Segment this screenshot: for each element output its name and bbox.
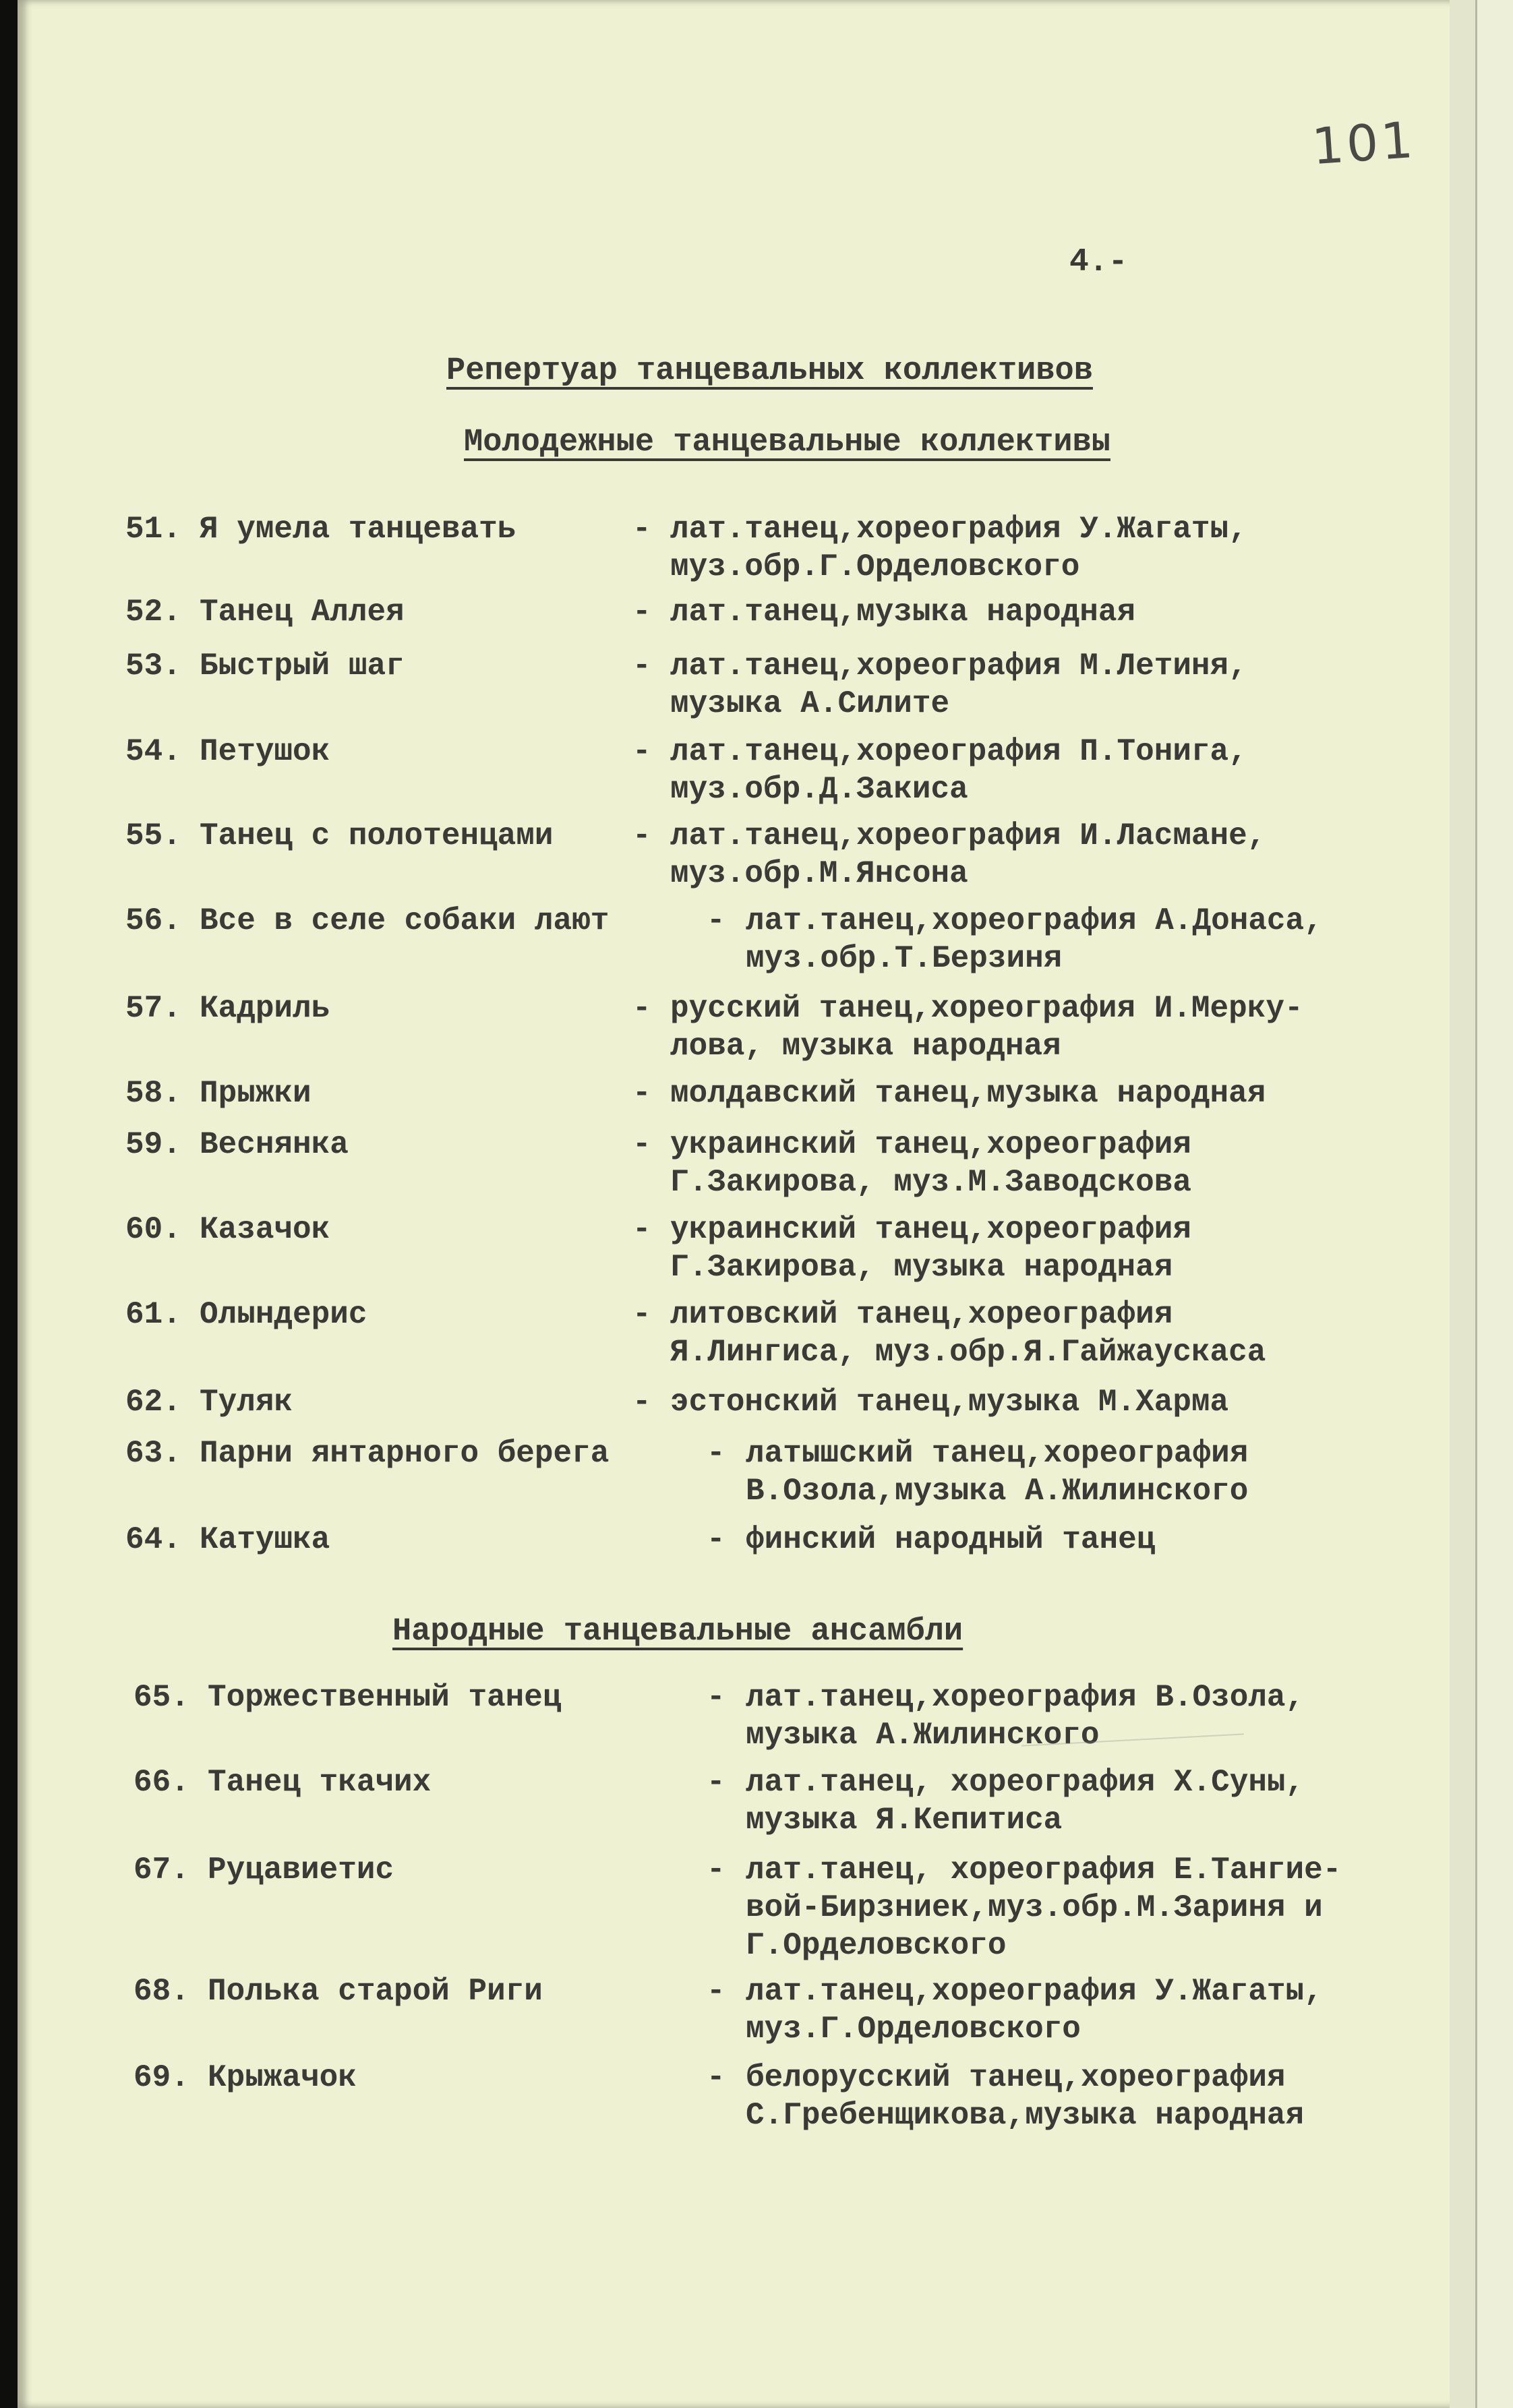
document-title: Репертуар танцевальных коллективов: [446, 353, 1093, 389]
dance-description: лат.танец, хореография Е.Тангие- вой-Бирзниек,муз.обр.М.Зариня и Г.Орделовского: [746, 1853, 1342, 1963]
item-number: 51.: [125, 512, 181, 547]
section-heading-youth: Молодежные танцевальные коллективы: [464, 425, 1110, 460]
dance-title: Катушка: [200, 1522, 330, 1557]
dance-description: украинский танец,хореография Г.Закирова, музыка народная: [670, 1212, 1191, 1285]
dance-description: лат.танец,хореография А.Донаса, муз.обр.Т.Берзиня: [746, 903, 1323, 976]
dance-title: Кадриль: [200, 991, 330, 1026]
dance-description: молдавский танец,музыка народная: [670, 1076, 1266, 1111]
dance-title: Крыжачок: [208, 2060, 357, 2095]
dance-description: украинский танец,хореография Г.Закирова, муз.М.Заводскова: [670, 1127, 1191, 1200]
dance-title: Танец Аллея: [200, 595, 405, 630]
dance-description: лат.танец,хореография В.Озола, музыка А.Жилинского: [746, 1680, 1305, 1753]
section-heading-folk: Народные танцевальные ансамбли: [392, 1614, 963, 1650]
dance-title: Парни янтарного берега: [200, 1436, 610, 1471]
dance-description: белорусский танец,хореография С.Гребенщикова,музыка народная: [746, 2060, 1305, 2133]
dance-title: Быстрый шаг: [200, 649, 405, 684]
dance-title: Веснянка: [200, 1127, 349, 1162]
dance-title: Торжественный танец: [208, 1680, 562, 1715]
dance-title: Танец ткачих: [208, 1765, 432, 1800]
dance-description: лат.танец, хореография Х.Суны, музыка Я.Кепитиса: [746, 1765, 1305, 1838]
dance-description: лат.танец,хореография П.Тонига, муз.обр.Д.Закиса: [670, 734, 1247, 807]
dance-title: Руцавиетис: [208, 1853, 394, 1888]
dance-description: лат.танец,музыка народная: [670, 595, 1136, 630]
dance-title: Все в селе собаки лают: [200, 903, 610, 938]
dance-description: лат.танец,хореография У.Жагаты, муз.Г.Орделовского: [746, 1974, 1323, 2047]
dance-title: Прыжки: [200, 1076, 312, 1111]
dance-description: эстонский танец,музыка М.Харма: [670, 1385, 1229, 1420]
sheet-number: 4.-: [1069, 244, 1128, 280]
dance-title: Олындерис: [200, 1297, 367, 1332]
dance-title: Я умела танцевать: [200, 512, 516, 547]
dance-description: лат.танец,хореография М.Летиня, музыка А.Силите: [670, 649, 1247, 721]
dance-description: лат.танец,хореография У.Жагаты, муз.обр.Г.Орделовского: [670, 512, 1247, 584]
dash: -: [632, 512, 651, 547]
dance-description: лат.танец,хореография И.Ласмане, муз.обр.М.Янсона: [670, 818, 1266, 891]
dance-title: Туляк: [200, 1385, 293, 1420]
dance-description: латышский танец,хореография В.Озола,музыка А.Жилинского: [746, 1436, 1249, 1509]
scan-frame-right: [1450, 0, 1513, 2408]
document-page: 101 4.- Репертуар танцевальных коллективов Молодежные танцевальные коллективы 51. Я умела танцевать - лат.танец,хореография У.Жагаты, муз.обр.Г.Орделовского 52. Танец Аллея - лат.танец,музыка народная 53. Быстрый шаг - лат.танец,хореография М.Летиня, музыка А.Силите 54. Петушок - лат.танец,хореография П.Тонига, муз.обр.Д.Закиса 55. Танец с полотенцами - лат.танец,хореография И.Ласмане, муз.обр.М.Янсона 56. Все в селе собаки лают - лат.танец,хореография А.Донаса, муз.обр.Т.Берзиня 57. Кадриль - русский танец,хореография И.Мерку- лова, музыка народная 58. Прыжки - молдавский танец,музыка народная 59. Веснянка - украинский танец,хореография Г.Закирова, муз.М.Заводскова 60. Казачок - украинский танец,хореография Г.Закирова, музыка народная 61. Олындерис - литовский танец,хореография Я.Лингиса, муз.обр.Я.Гайжаускаса 62. Туляк - эстонский танец,музыка М.Харма 63. Парни янтарного берега - латышский танец,хореография В.Озола,музыка А.Жилинского 64. Катушка - финский народный танец Народные танцевальные ансамбли 65. Торжественный танец - лат.танец,хореография В.Озола, музыка А.Жилинского 66. Танец ткачих - лат.танец, хореография Х.Суны, музыка Я.Кепитиса 67. Руцавиетис - лат.танец, хореография Е.Тангие- вой-Бирзниек,муз.обр.М.Зариня и Г.Орделовского 68. Полька старой Риги - лат.танец,хореография У.Жагаты, муз.Г.Орделовского 69. Крыжачок - белорусский танец,хореография С.Гребенщикова,музыка народная: [18, 0, 1467, 2408]
dance-title: Танец с полотенцами: [200, 818, 554, 853]
dance-title: Казачок: [200, 1212, 330, 1247]
dance-title: Полька старой Риги: [208, 1974, 543, 2009]
dance-description: русский танец,хореография И.Мерку- лова, музыка народная: [670, 991, 1303, 1064]
dance-title: Петушок: [200, 734, 330, 769]
dance-description: финский народный танец: [746, 1522, 1156, 1557]
dance-description: литовский танец,хореография Я.Лингиса, муз.обр.Я.Гайжаускаса: [670, 1297, 1266, 1370]
scan-frame-left: [0, 0, 18, 2408]
handwritten-page-number: 101: [1310, 111, 1418, 177]
